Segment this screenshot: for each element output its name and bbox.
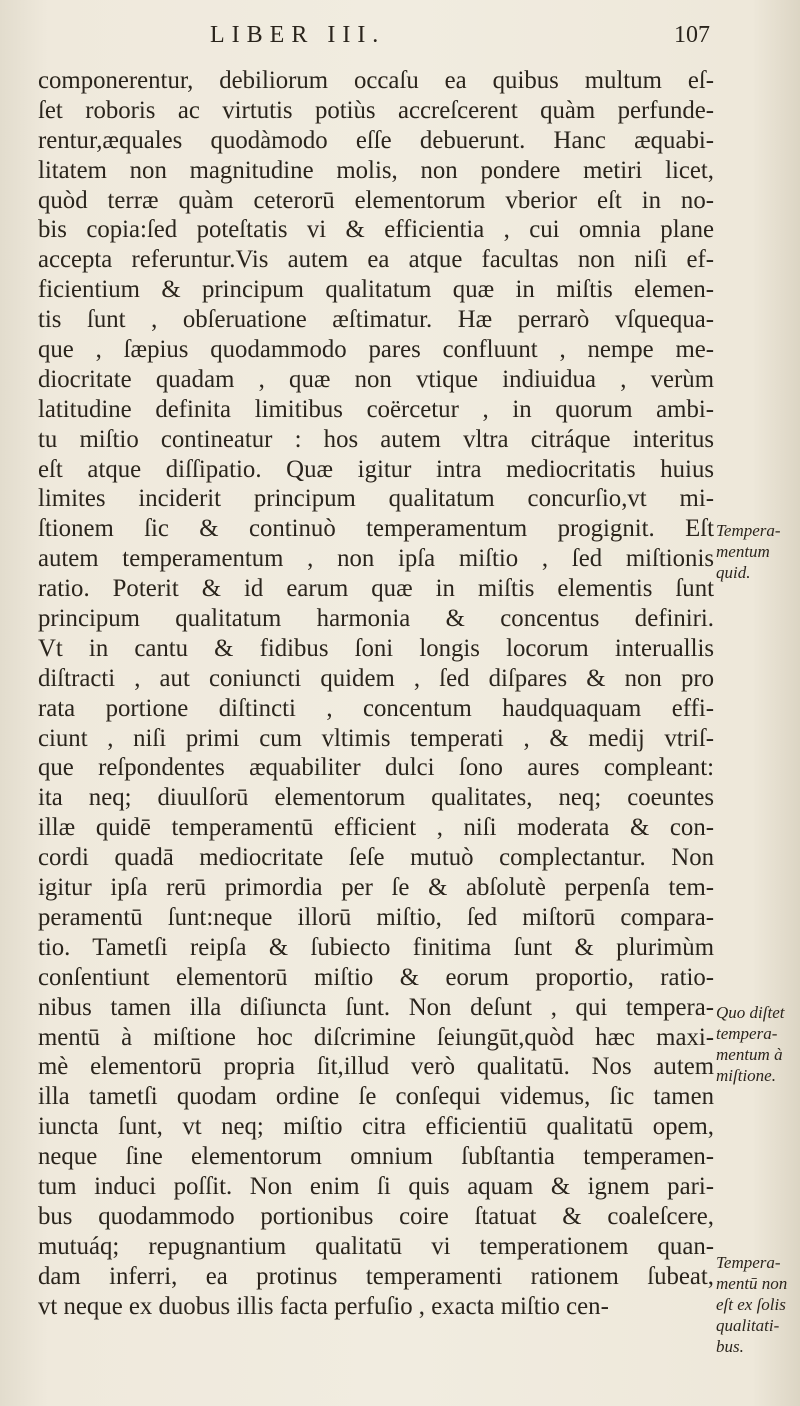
text-line: tio. Tametſi reipſa & ſubiecto finitima ſunt & plurimùm [38,933,714,961]
text-line: componerentur, debiliorum occaſu ea quibus multum eſ- [38,67,714,94]
text-line: tis ſunt , obſeruatione æſtimatur. Hæ perrarò vſquequa- [38,306,714,334]
text-line: tu miſtio contineatur : hos autem vltra citráque interitus [38,425,714,453]
text-line: que , ſæpius quodammodo pares confluunt , nempe me- [38,336,714,364]
margin-note-line: eſt ex ſolis [716,1295,786,1314]
page-header [210,22,710,62]
body-text [38,66,714,1321]
text-line: tum induci poſſit. Non enim ſi quis aquam & ignem pari- [38,1172,714,1200]
text-line: mè elementorū propria ſit,illud verò qualitatū. Nos autem [38,1053,714,1081]
text-line: mentū à miſtione hoc diſcrimine ſeiungūt,quòd hæc maxi- [38,1023,714,1051]
page-number: 107 [674,22,710,48]
text-line: iuncta ſunt, vt neq; miſtio citra efficientiū qualitatū opem, [38,1113,714,1141]
text-line: rentur,æquales quodàmodo eſſe debuerunt. Hanc æquabi- [38,126,714,154]
text-line: limites inciderit principum qualitatum concurſio,vt mi- [38,485,714,513]
text-line: ciunt , niſi primi cum vltimis temperati , & medij vtriſ- [38,724,714,752]
text-line: nibus tamen illa diſiuncta ſunt. Non deſunt , qui tempera- [38,993,714,1021]
margin-note-line: miſtione. [716,1066,776,1085]
margin-note-non-ex-solis [716,1252,800,1357]
text-line: principum qualitatum harmonia & concentus definiri. [38,605,714,633]
text-line: ſet roboris ac virtutis potiùs accreſcerent quàm perfunde- [38,96,714,124]
text-line: peramentū ſunt:neque illorū miſtio, ſed miſtorū compara- [38,903,714,931]
text-line: diocritate quadam , quæ non vtique indiuidua , verùm [38,365,714,393]
running-title: LIBER III. [210,22,386,48]
text-line: ratio. Poterit & id earum quæ in miſtis elementis ſunt [38,575,714,603]
text-line: Vt in cantu & fidibus ſoni longis locorum interuallis [38,634,714,662]
text-line: dam inferri, ea protinus temperamenti rationem ſubeat, [38,1262,714,1290]
text-line: ita neq; diuulſorū elementorum qualitates, neq; coeuntes [38,784,714,812]
text-line: illæ quidē temperamentū efficient , niſi moderata & con- [38,814,714,842]
margin-note-temperamentum-quid [716,520,800,583]
margin-note-line: mentū non [716,1274,788,1293]
text-line: mutuáq; repugnantium qualitatū vi temperationem quan- [38,1232,714,1260]
text-line: rata portione diſtincti , concentum haudquaquam effi- [38,694,714,722]
text-line: accepta referuntur.Vis autem ea atque facultas non niſi ef- [38,246,714,274]
text-line: ficientium & principum qualitatum quæ in miſtis elemen- [38,276,714,304]
margin-note-line: Quo diſtet [716,1003,785,1022]
margin-note-line: Tempera- [716,1253,781,1272]
text-line: conſentiunt elementorū miſtio & eorum proportio, ratio- [38,963,714,991]
margin-note-line: quid. [716,563,751,582]
margin-note-line: mentum [716,542,770,561]
text-line: eſt atque diſſipatio. Quæ igitur intra mediocritatis huius [38,455,714,483]
text-line: diſtracti , aut coniuncti quidem , ſed diſpares & non pro [38,664,714,692]
text-line: que reſpondentes æquabiliter dulci ſono aures compleant: [38,754,714,782]
text-line: latitudine definita limitibus coërcetur , in quorum ambi- [38,395,714,423]
text-line: cordi quadā mediocritate ſeſe mutuò complectantur. Non [38,844,714,872]
text-line: igitur ipſa rerū primordia per ſe & abſolutè perpenſa tem- [38,874,714,902]
text-line: autem temperamentum , non ipſa miſtio , ſed miſtionis [38,545,714,573]
text-line: ſtionem ſic & continuò temperamentum progignit. Eſt [38,515,714,543]
text-line: vt neque ex duobus illis facta perfuſio , exacta miſtio cen- [38,1292,609,1320]
margin-note-quo-distet [716,1002,800,1086]
text-line: neque ſine elementorum omnium ſubſtantia temperamen- [38,1143,714,1171]
margin-note-line: mentum à [716,1045,783,1064]
text-line: litatem non magnitudine molis, non pondere metiri licet, [38,156,714,184]
text-line: bis copia:ſed poteſtatis vi & efficientia , cui omnia plane [38,216,714,244]
margin-note-line: Tempera- [716,521,781,540]
margin-note-line: tempera- [716,1024,778,1043]
text-line: bus quodammodo portionibus coire ſtatuat & coaleſcere, [38,1202,714,1230]
text-line: illa tametſi quodam ordine ſe conſequi videmus, ſic tamen [38,1083,714,1111]
margin-note-line: bus. [716,1337,744,1356]
margin-note-line: qualitati- [716,1316,780,1335]
text-line: quòd terræ quàm ceterorū elementorum vberior eſt in no- [38,186,714,214]
